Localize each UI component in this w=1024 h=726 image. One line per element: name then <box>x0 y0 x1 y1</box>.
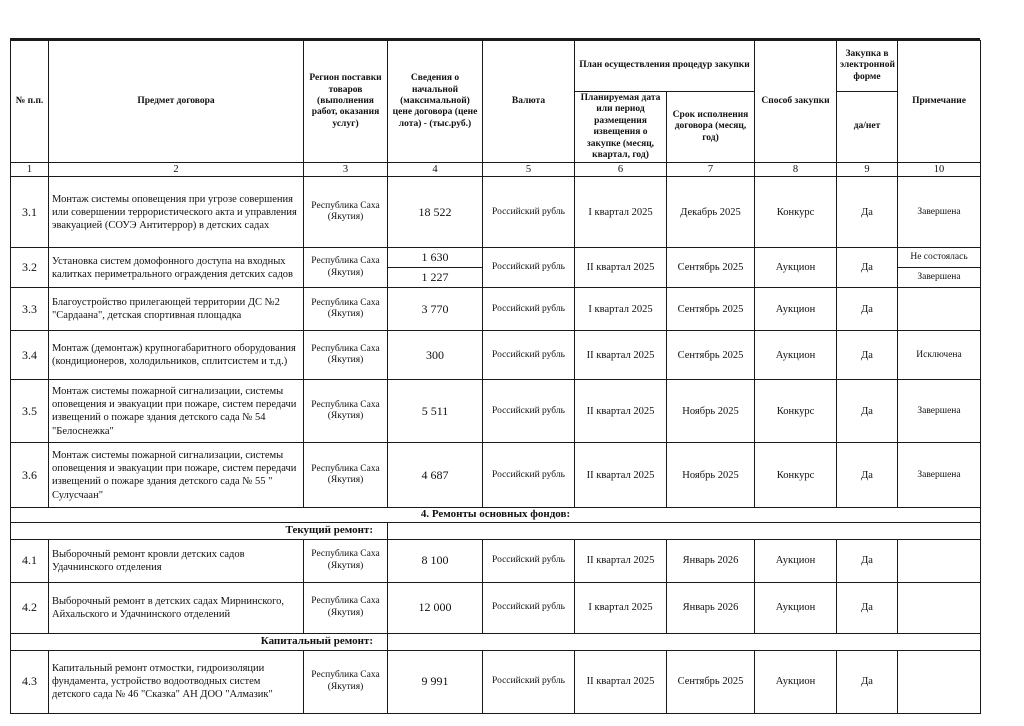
subsection-row <box>11 523 981 540</box>
row-method: Аукцион <box>755 248 837 288</box>
col-number: 5 <box>483 163 575 177</box>
table-row <box>11 177 981 248</box>
row-note: Завершена <box>898 177 981 248</box>
row-price: 3 770 <box>388 288 483 331</box>
row-price: 8 100 <box>388 539 483 582</box>
table-row <box>11 582 981 633</box>
row-currency: Российский рубль <box>483 380 575 443</box>
row-electronic: Да <box>837 331 898 380</box>
row-region: Республика Саха (Якутия) <box>304 650 388 713</box>
col-number: 9 <box>837 163 898 177</box>
row-note: Завершена <box>898 380 981 443</box>
row-period: II квартал 2025 <box>575 443 667 508</box>
row-subject: Выборочный ремонт в детских садах Мирнинского, Айхальского и Удачнинского отделений <box>49 582 304 633</box>
row-electronic: Да <box>837 650 898 713</box>
procurement-plan-page <box>10 38 980 726</box>
row-term: Сентябрь 2025 <box>667 248 755 288</box>
header-currency: Валюта <box>483 41 575 163</box>
row-method: Аукцион <box>755 582 837 633</box>
row-term: Ноябрь 2025 <box>667 443 755 508</box>
row-period: II квартал 2025 <box>575 650 667 713</box>
row-term: Сентябрь 2025 <box>667 331 755 380</box>
row-currency: Российский рубль <box>483 539 575 582</box>
row-note <box>898 582 981 633</box>
col-number: 6 <box>575 163 667 177</box>
row-electronic: Да <box>837 248 898 288</box>
table-row <box>11 380 981 443</box>
table-row <box>11 248 981 268</box>
row-electronic: Да <box>837 539 898 582</box>
table-row <box>11 331 981 380</box>
row-electronic: Да <box>837 288 898 331</box>
row-term: Сентябрь 2025 <box>667 650 755 713</box>
row-region: Республика Саха (Якутия) <box>304 539 388 582</box>
row-price: 9 991 <box>388 650 483 713</box>
col-number: 2 <box>49 163 304 177</box>
header-electronic: да/нет <box>837 92 898 163</box>
header-term: Срок исполнения договора (месяц, год) <box>667 92 755 163</box>
row-subject: Капитальный ремонт отмостки, гидроизоляции фундамента, устройство водоотводных систем детского сада № 46 "Сказка" АН ДОО "Алмазик" <box>49 650 304 713</box>
row-subject: Монтаж системы пожарной сигнализации, системы оповещения и эвакуации при пожаре, систем передачи извещений о пожаре здания детского сада № 54 "Белоснежка" <box>49 380 304 443</box>
row-method: Конкурс <box>755 380 837 443</box>
subsection-current-title: Текущий ремонт: <box>11 523 388 540</box>
row-period: II квартал 2025 <box>575 539 667 582</box>
row-electronic: Да <box>837 582 898 633</box>
header-row <box>11 41 981 92</box>
section-row <box>11 508 981 523</box>
row-price: 5 511 <box>388 380 483 443</box>
row-method: Конкурс <box>755 177 837 248</box>
row-note <box>898 650 981 713</box>
row-note: Завершена <box>898 443 981 508</box>
subsection-filler <box>388 523 981 540</box>
row-number: 3.2 <box>11 248 49 288</box>
row-term: Декабрь 2025 <box>667 177 755 248</box>
col-number: 7 <box>667 163 755 177</box>
row-price: 12 000 <box>388 582 483 633</box>
subsection-row <box>11 633 981 650</box>
row-region: Республика Саха (Якутия) <box>304 288 388 331</box>
row-note-a: Не состоялась <box>898 248 981 268</box>
row-period: I квартал 2025 <box>575 177 667 248</box>
row-method: Аукцион <box>755 288 837 331</box>
header-number: № п.п. <box>11 41 49 163</box>
row-note <box>898 288 981 331</box>
row-price-b: 1 227 <box>388 268 483 288</box>
row-region: Республика Саха (Якутия) <box>304 331 388 380</box>
header-note: Примечание <box>898 41 981 163</box>
subsection-filler <box>388 633 981 650</box>
row-period: II квартал 2025 <box>575 380 667 443</box>
row-method: Конкурс <box>755 443 837 508</box>
row-subject: Монтаж системы оповещения при угрозе совершения или совершении террористического акта и управления эвакуацией (СОУЭ Антитеррор) в детских садах <box>49 177 304 248</box>
row-price-a: 1 630 <box>388 248 483 268</box>
column-number-row <box>11 163 981 177</box>
row-number: 3.6 <box>11 443 49 508</box>
table-row <box>11 288 981 331</box>
table-row <box>11 539 981 582</box>
header-plan-group: План осуществления процедур закупки <box>575 41 755 92</box>
col-number: 3 <box>304 163 388 177</box>
row-note: Исключена <box>898 331 981 380</box>
row-number: 4.3 <box>11 650 49 713</box>
row-electronic: Да <box>837 380 898 443</box>
row-region: Республика Саха (Якутия) <box>304 380 388 443</box>
row-currency: Российский рубль <box>483 177 575 248</box>
row-number: 3.5 <box>11 380 49 443</box>
header-period: Планируемая дата или период размещения извещения о закупке (месяц, квартал, год) <box>575 92 667 163</box>
row-region: Республика Саха (Якутия) <box>304 582 388 633</box>
row-subject: Выборочный ремонт кровли детских садов Удачнинского отделения <box>49 539 304 582</box>
row-note-b: Завершена <box>898 268 981 288</box>
row-price: 4 687 <box>388 443 483 508</box>
header-electronic-group: Закупка в электронной форме <box>837 41 898 92</box>
header-region: Регион поставки товаров (выполнения работ, оказания услуг) <box>304 41 388 163</box>
col-number: 1 <box>11 163 49 177</box>
table-row <box>11 650 981 713</box>
header-method: Способ закупки <box>755 41 837 163</box>
row-currency: Российский рубль <box>483 288 575 331</box>
row-price: 300 <box>388 331 483 380</box>
row-method: Аукцион <box>755 539 837 582</box>
row-subject: Благоустройство прилегающей территории ДС №2 "Сардаана", детская спортивная площадка <box>49 288 304 331</box>
row-period: II квартал 2025 <box>575 248 667 288</box>
row-term: Ноябрь 2025 <box>667 380 755 443</box>
row-number: 3.4 <box>11 331 49 380</box>
row-number: 3.3 <box>11 288 49 331</box>
row-method: Аукцион <box>755 331 837 380</box>
row-currency: Российский рубль <box>483 248 575 288</box>
row-region: Республика Саха (Якутия) <box>304 248 388 288</box>
row-period: II квартал 2025 <box>575 331 667 380</box>
row-price: 18 522 <box>388 177 483 248</box>
row-period: I квартал 2025 <box>575 288 667 331</box>
subsection-capital-title: Капитальный ремонт: <box>11 633 388 650</box>
row-subject: Монтаж (демонтаж) крупногабаритного оборудования (кондиционеров, холодильников, сплитсистем и т.д.) <box>49 331 304 380</box>
header-price: Сведения о начальной (максимальной) цене договора (цене лота) - (тыс.руб.) <box>388 41 483 163</box>
header-subject: Предмет договора <box>49 41 304 163</box>
row-currency: Российский рубль <box>483 443 575 508</box>
row-number: 3.1 <box>11 177 49 248</box>
row-region: Республика Саха (Якутия) <box>304 443 388 508</box>
row-region: Республика Саха (Якутия) <box>304 177 388 248</box>
row-currency: Российский рубль <box>483 331 575 380</box>
row-electronic: Да <box>837 443 898 508</box>
row-term: Сентябрь 2025 <box>667 288 755 331</box>
table-row <box>11 443 981 508</box>
col-number: 8 <box>755 163 837 177</box>
row-subject: Установка систем домофонного доступа на входных калитках периметрального ограждения детских садов <box>49 248 304 288</box>
row-note <box>898 539 981 582</box>
row-method: Аукцион <box>755 650 837 713</box>
section-title: 4. Ремонты основных фондов: <box>11 508 981 523</box>
row-currency: Российский рубль <box>483 582 575 633</box>
row-electronic: Да <box>837 177 898 248</box>
row-term: Январь 2026 <box>667 539 755 582</box>
procurement-plan-table <box>10 40 981 714</box>
row-term: Январь 2026 <box>667 582 755 633</box>
row-currency: Российский рубль <box>483 650 575 713</box>
col-number: 4 <box>388 163 483 177</box>
row-number: 4.1 <box>11 539 49 582</box>
col-number: 10 <box>898 163 981 177</box>
row-subject: Монтаж системы пожарной сигнализации, системы оповещения и эвакуации при пожаре, систем передачи извещений о пожаре здания детского сада № 55 " Сулусчаан" <box>49 443 304 508</box>
row-number: 4.2 <box>11 582 49 633</box>
row-period: I квартал 2025 <box>575 582 667 633</box>
